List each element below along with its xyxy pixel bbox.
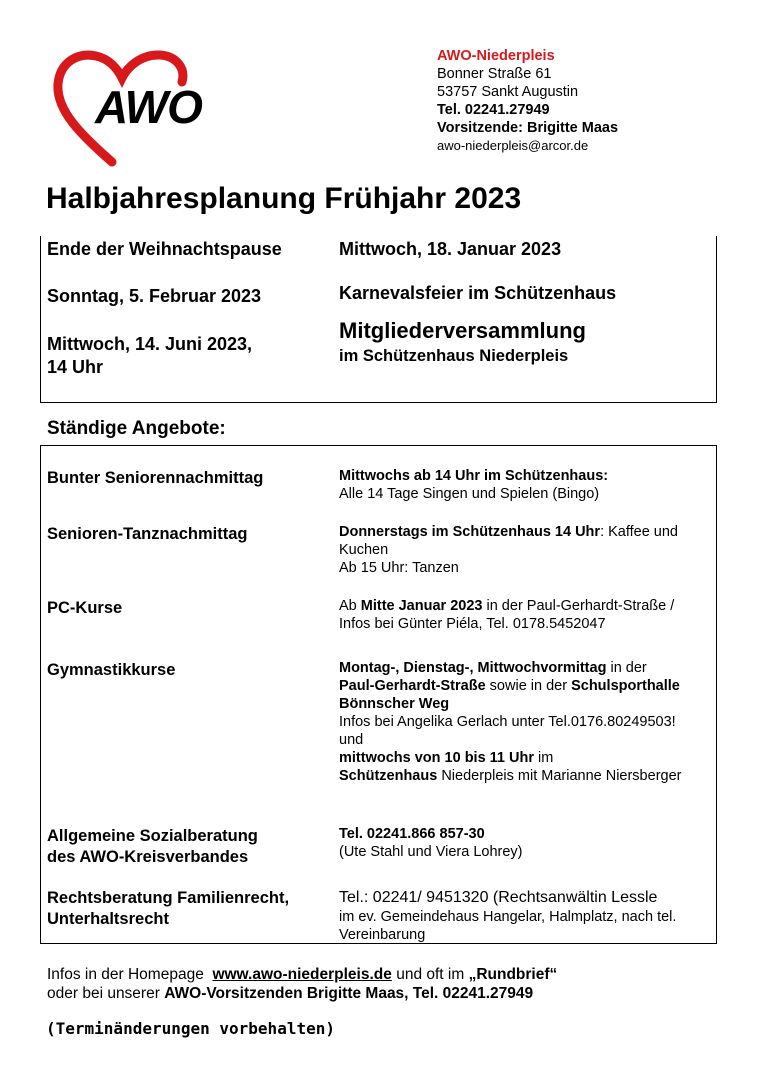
org-name: AWO-Niederpleis xyxy=(437,48,555,64)
footer-text: Infos in der Homepage xyxy=(47,966,213,983)
offer-line: Tel.: 02241/ 9451320 (Rechtsanwältin Lessle xyxy=(339,889,658,906)
offer-detail xyxy=(339,659,681,785)
offer-text: Ab xyxy=(339,598,361,614)
footer-bold: AWO-Vorsitzenden Brigitte Maas, Tel. 02241.27949 xyxy=(164,985,534,1002)
event-desc: Karnevalsfeier im Schützenhaus xyxy=(339,283,617,303)
event-desc-line1: Mitgliederversammlung xyxy=(339,318,586,343)
logo-text: AWO xyxy=(95,81,202,133)
offer-name-line: Rechtsberatung Familienrecht, xyxy=(47,889,290,907)
offer-name: PC-Kurse xyxy=(47,599,123,617)
offer-line: und xyxy=(339,732,364,748)
city: 53757 Sankt Augustin xyxy=(437,84,579,100)
offer-line xyxy=(339,523,678,541)
offer-text: Niederpleis mit Marianne Niersberger xyxy=(437,768,682,784)
email: awo-niederpleis@arcor.de xyxy=(437,138,589,153)
offer-line: Kuchen xyxy=(339,542,389,558)
offer-text: sowie in der xyxy=(485,678,572,694)
offer-line xyxy=(339,659,681,677)
offer-bold: Schulsporthalle xyxy=(571,678,680,694)
offer-bold: Montag-, Dienstag-, Mittwochvormittag xyxy=(339,660,607,676)
offer-detail xyxy=(339,825,523,861)
offer-line: Ab 15 Uhr: Tanzen xyxy=(339,560,459,576)
page-title: Halbjahresplanung Frühjahr 2023 xyxy=(46,182,522,215)
footer-info xyxy=(47,965,557,1003)
offer-line: im ev. Gemeindehaus Hangelar, Halmplatz, nach tel. xyxy=(339,909,677,925)
offer-line: Vereinbarung xyxy=(339,927,426,943)
offer-bold: Donnerstags im Schützenhaus 14 Uhr xyxy=(339,524,601,540)
offer-text: im xyxy=(534,750,554,766)
offer-bold: mittwochs von 10 bis 11 Uhr xyxy=(339,750,534,766)
offer-line: Infos bei Günter Piéla, Tel. 0178.5452047 xyxy=(339,616,606,632)
change-notice: (Terminänderungen vorbehalten) xyxy=(46,1019,335,1038)
offer-text: in der Paul-Gerhardt-Straße / xyxy=(482,598,675,614)
offer-text: in der xyxy=(606,660,647,676)
offer-name: Gymnastikkurse xyxy=(47,661,176,679)
offer-detail xyxy=(339,888,676,944)
chairperson: Vorsitzende: Brigitte Maas xyxy=(437,120,619,136)
offer-bold: Paul-Gerhardt-Straße xyxy=(339,678,486,694)
phone: Tel. 02241.27949 xyxy=(437,102,550,118)
offer-line: Mittwochs ab 14 Uhr im Schützenhaus: xyxy=(339,468,609,484)
event-desc: Mittwoch, 18. Januar 2023 xyxy=(339,239,562,259)
offer-name-line: Unterhaltsrecht xyxy=(47,910,169,928)
event-date: Ende der Weihnachtspause xyxy=(47,239,282,259)
footer-line xyxy=(47,984,557,1003)
offer-name xyxy=(47,888,289,930)
offer-text: : Kaffee und xyxy=(600,524,678,540)
offer-detail xyxy=(339,523,678,577)
offer-line xyxy=(339,597,674,615)
offer-line: Infos bei Angelika Gerlach unter Tel.0176.80249503! xyxy=(339,714,676,730)
offer-detail xyxy=(339,597,674,633)
footer-text: und oft im xyxy=(391,966,469,983)
offer-name: Senioren-Tanznachmittag xyxy=(47,525,248,543)
footer-line xyxy=(47,965,557,984)
offer-name-line: des AWO-Kreisverbandes xyxy=(47,848,249,866)
offer-line: Bönnscher Weg xyxy=(339,696,450,712)
footer-text: oder bei unserer xyxy=(47,985,165,1002)
event-desc-line2: im Schützenhaus Niederpleis xyxy=(339,347,569,365)
street: Bonner Straße 61 xyxy=(437,66,552,82)
offer-name xyxy=(47,826,258,868)
homepage-link[interactable]: www.awo-niederpleis.de xyxy=(212,966,392,983)
event-date-line1: Mittwoch, 14. Juni 2023, xyxy=(47,334,253,354)
offer-bold: Mitte Januar 2023 xyxy=(360,598,483,614)
offer-line: (Ute Stahl und Viera Lohrey) xyxy=(339,844,523,860)
offer-line xyxy=(339,749,681,767)
footer-bold: „Rundbrief“ xyxy=(468,966,558,983)
event-date: Sonntag, 5. Februar 2023 xyxy=(47,286,262,306)
address-block xyxy=(437,47,618,155)
offer-name: Bunter Seniorennachmittag xyxy=(47,469,264,487)
offer-line: Tel. 02241.866 857-30 xyxy=(339,826,485,842)
offer-line xyxy=(339,677,681,695)
offer-line xyxy=(339,767,681,785)
event-date-line2: 14 Uhr xyxy=(47,357,104,377)
offer-line: Alle 14 Tage Singen und Spielen (Bingo) xyxy=(339,486,600,502)
offer-name-line: Allgemeine Sozialberatung xyxy=(47,827,258,845)
offer-detail xyxy=(339,467,608,503)
offer-bold: Schützenhaus xyxy=(339,768,438,784)
offers-heading: Ständige Angebote: xyxy=(47,418,226,439)
